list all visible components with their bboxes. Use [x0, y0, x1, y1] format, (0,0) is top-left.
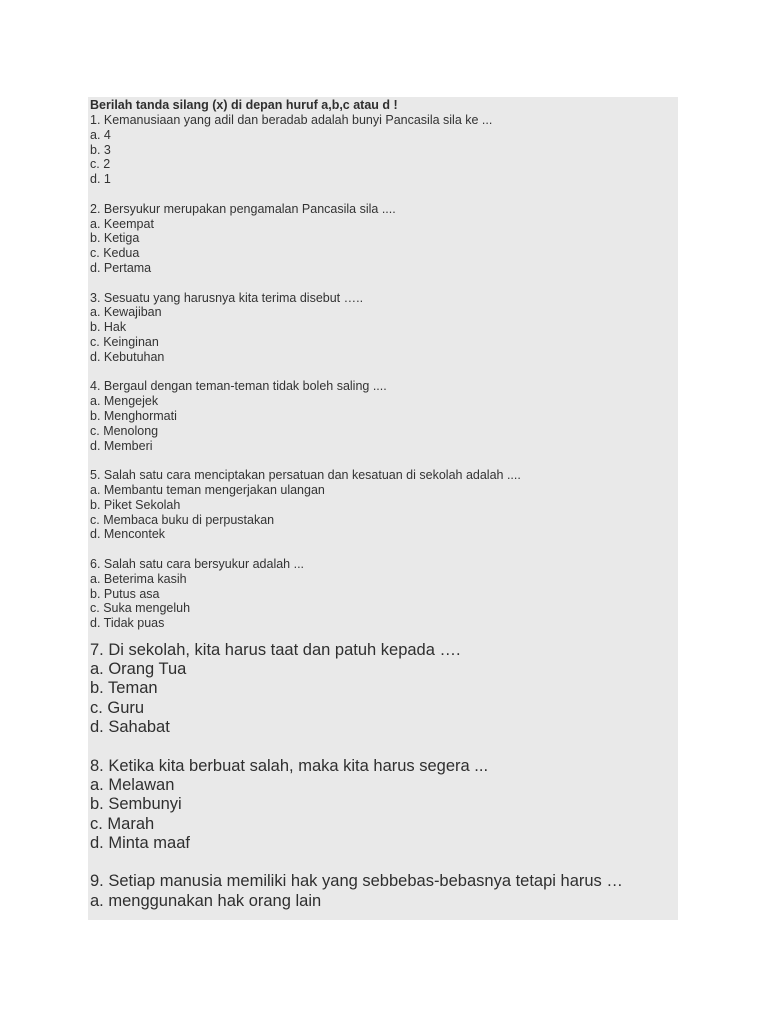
question-block — [90, 757, 678, 853]
option-b: b. Putus asa — [90, 586, 160, 601]
option-a: a. Membantu teman mengerjakan ulangan — [90, 482, 325, 497]
question-text: 7. Di sekolah, kita harus taat dan patuh kepada …. — [90, 640, 461, 659]
option-a: a. Keempat — [90, 216, 154, 231]
spacer — [88, 631, 678, 641]
option-a: a. menggunakan hak orang lain — [90, 891, 322, 910]
option-b: b. Sembunyi — [90, 795, 182, 814]
option-d: d. Mencontek — [90, 527, 166, 542]
question-text: 5. Salah satu cara menciptakan persatuan dan kesatuan di sekolah adalah .... — [90, 468, 521, 483]
question-block — [90, 872, 678, 911]
option-c: c. Guru — [90, 698, 145, 717]
question-text: 1. Kemanusiaan yang adil dan beradab adalah bunyi Pancasila sila ke ... — [90, 113, 493, 127]
option-d: d. Kebutuhan — [90, 349, 165, 364]
option-d: d. Minta maaf — [90, 833, 190, 852]
question-block — [90, 379, 678, 453]
question-block — [90, 113, 678, 187]
option-c: c. Keinginan — [90, 334, 159, 349]
question-text: 4. Bergaul dengan teman-teman tidak boleh saling .... — [90, 379, 387, 394]
question-text: 6. Salah satu cara bersyukur adalah ... — [90, 556, 305, 571]
question-text: 9. Setiap manusia memiliki hak yang sebbebas-bebasnya tetapi harus … — [90, 872, 623, 891]
spacer — [90, 187, 678, 202]
option-a: a. Mengejek — [90, 394, 159, 409]
question-text: 2. Bersyukur merupakan pengamalan Pancasila sila .... — [90, 201, 396, 216]
option-b: b. Piket Sekolah — [90, 497, 181, 512]
spacer — [90, 737, 678, 756]
question-block — [90, 468, 678, 542]
option-b: b. Menghormati — [90, 408, 177, 423]
spacer — [90, 853, 678, 872]
option-b: b. Ketiga — [90, 231, 140, 246]
spacer — [90, 453, 678, 468]
option-d: d. 1 — [90, 172, 111, 187]
option-a: a. Melawan — [90, 775, 175, 794]
instruction-heading: Berilah tanda silang (x) di depan huruf a,b,c atau d ! — [90, 98, 398, 112]
question-block — [90, 641, 678, 737]
option-a: a. Kewajiban — [90, 305, 162, 320]
option-b: b. 3 — [90, 142, 111, 157]
large-questions — [88, 641, 678, 911]
question-text: 3. Sesuatu yang harusnya kita terima disebut ….. — [90, 290, 364, 305]
option-d: d. Tidak puas — [90, 616, 165, 631]
question-block — [90, 202, 678, 276]
option-a: a. Orang Tua — [90, 660, 187, 679]
small-questions — [88, 113, 678, 631]
option-d: d. Memberi — [90, 438, 153, 453]
question-block — [90, 291, 678, 365]
option-c: c. Kedua — [90, 246, 140, 261]
option-d: d. Pertama — [90, 260, 152, 275]
option-b: b. Hak — [90, 320, 127, 335]
question-block — [90, 557, 678, 631]
option-a: a. Beterima kasih — [90, 571, 187, 586]
option-c: c. Marah — [90, 814, 155, 833]
spacer — [90, 365, 678, 380]
option-d: d. Sahabat — [90, 718, 170, 737]
question-text: 8. Ketika kita berbuat salah, maka kita harus segera ... — [90, 756, 489, 775]
spacer — [90, 542, 678, 557]
option-c: c. 2 — [90, 157, 111, 172]
spacer — [90, 276, 678, 291]
document-content — [88, 97, 678, 920]
option-c: c. Menolong — [90, 423, 159, 438]
option-b: b. Teman — [90, 679, 158, 698]
option-a: a. 4 — [90, 127, 111, 142]
option-c: c. Suka mengeluh — [90, 601, 191, 616]
option-c: c. Membaca buku di perpustakan — [90, 512, 275, 527]
